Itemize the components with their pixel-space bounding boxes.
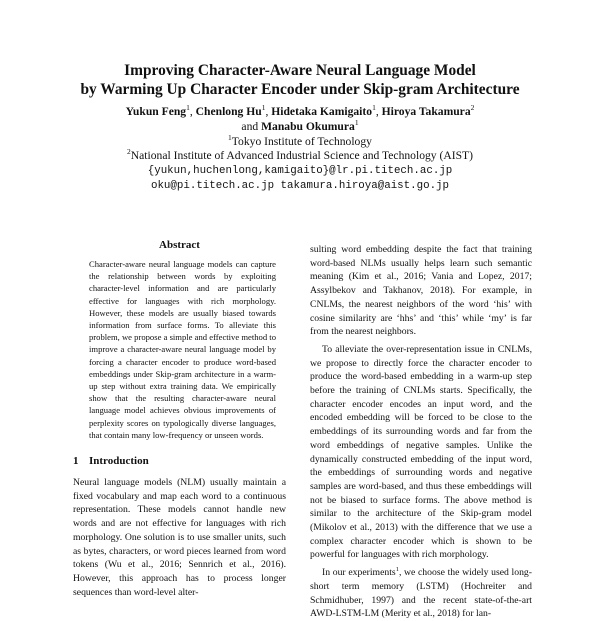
right-column (310, 243, 532, 621)
affil-text: National Institute of Advanced Industrial Science and Technology (AIST) (130, 149, 473, 163)
author-name: Manabu Okumura (261, 119, 355, 133)
affil-mark: 1 (228, 132, 232, 142)
author-name: Yukun Feng (125, 105, 187, 118)
body-paragraph: To alleviate the over-representation issue in CNLMs, we propose to directly force the character encoder to produce the word-based embedding in a warm-up step before the training of CNLMs starts. Specifically, the character encoder encodes an input word, and the encoded embedding will be forced to be close to the embeddings of its surrounding words and far from the word embeddings of negative samples. Unlike the dynamically constructed embedding of the input word, the embeddings of surrounding words and negative samples are word-based, and thus these embeddings will not be biased to surface forms. The above method is similar to the architecture of the Skip-gram model (Mikolov et al., 2013) with the difference that we use a complex character encoder which is shown to be powerful for languages with rich morphology. (310, 343, 532, 561)
authors-and: and (241, 119, 259, 133)
affil-mark: 2 (127, 147, 131, 157)
author-line-1: Yukun Feng$^1$, Chenlong Hu$^1$, Hidetaka Kamigaito$^1$, Hiroya Takamura$^2$ (125, 103, 475, 118)
body-paragraph: sulting word embedding despite the fact that training word-based NLMs usually helps learn such semantic meaning (Kim et al., 2016; Vania and Lopez, 2017; Assylbekov and Takhanov, 2018). For example, in CNLMs, the nearest neighbors of the word ‘his’ with cosine similarity are ‘hhs’ and ‘this’ while ‘my’ is far from the nearest neighbors. (310, 244, 532, 338)
section-number: 1 (73, 455, 79, 468)
affiliation-1 (0, 132, 600, 150)
paragraph-text: In our experiments (322, 567, 396, 579)
title-line-1: Improving Character-Aware Neural Language Model (124, 62, 476, 79)
abstract-heading: Abstract (159, 239, 200, 251)
author-name: Chenlong Hu (195, 105, 262, 118)
title-line-2: by Warming Up Character Encoder under Skip-gram Architecture (80, 81, 520, 98)
intro-paragraph: Neural language models (NLM) usually maintain a fixed vocabulary and map each word to a continuous representation. These models cannot handle new words and are not effective for languages with rich morphology. One solution is to use smaller units, such as bytes, characters, or word pieces learned from word tokens (Wu et al., 2016; Sennrich et al., 2016). However, this approach has to process longer sequences than word-level alter- (73, 477, 286, 598)
footnote-mark: 1 (395, 566, 399, 574)
body-paragraph (310, 566, 532, 621)
email-line-2: oku@pi.titech.ac.jp takamura.hiroya@aist.go.jp (150, 179, 450, 192)
author-affil-mark: 1 (261, 103, 266, 112)
affil-text: Tokyo Institute of Technology (231, 134, 372, 148)
author-line-2 (0, 117, 600, 135)
author-affil-mark: 1 (186, 103, 190, 112)
section-title: Introduction (89, 455, 149, 468)
paragraph-text: , we choose the widely used long-short term memory (LSTM) (Hochreiter and Schmidhuber, 1997) and the recent state-of-the-art AWD-LSTM-LM (Merity et al., 2018) for lan- (310, 567, 533, 620)
affiliation-2 (0, 149, 600, 164)
left-column (73, 238, 286, 599)
author-affil-mark: 1 (372, 103, 376, 112)
abstract-text: Character-aware neural language models can capture the relationship between words by exploiting character-level information and are particularly effective for languages with rich morphology. However, these models are usually biased towards information from surface forms. To alleviate this problem, we propose a simple and effective method to improve a character-aware neural language model by forcing a character encoder to produce word-based embeddings under Skip-gram architecture in a warm-up step without extra training data. We empirically show that the resulting character-aware neural language model achieves obvious improvements of perplexity scores on typologically diverse languages, that contain many low-frequency or unseen words. (89, 259, 276, 440)
author-affil-mark: 1 (354, 117, 359, 127)
author-affil-mark: 2 (470, 103, 475, 112)
email-line-1: {yukun,huchenlong,kamigaito}@lr.pi.titech.ac.jp (147, 165, 453, 178)
section-heading (73, 454, 286, 468)
author-name: Hidetaka Kamigaito (271, 105, 373, 118)
paper-title (0, 61, 600, 99)
author-name: Hiroya Takamura (381, 105, 471, 118)
intro-text (73, 476, 286, 599)
author-block (0, 105, 600, 194)
